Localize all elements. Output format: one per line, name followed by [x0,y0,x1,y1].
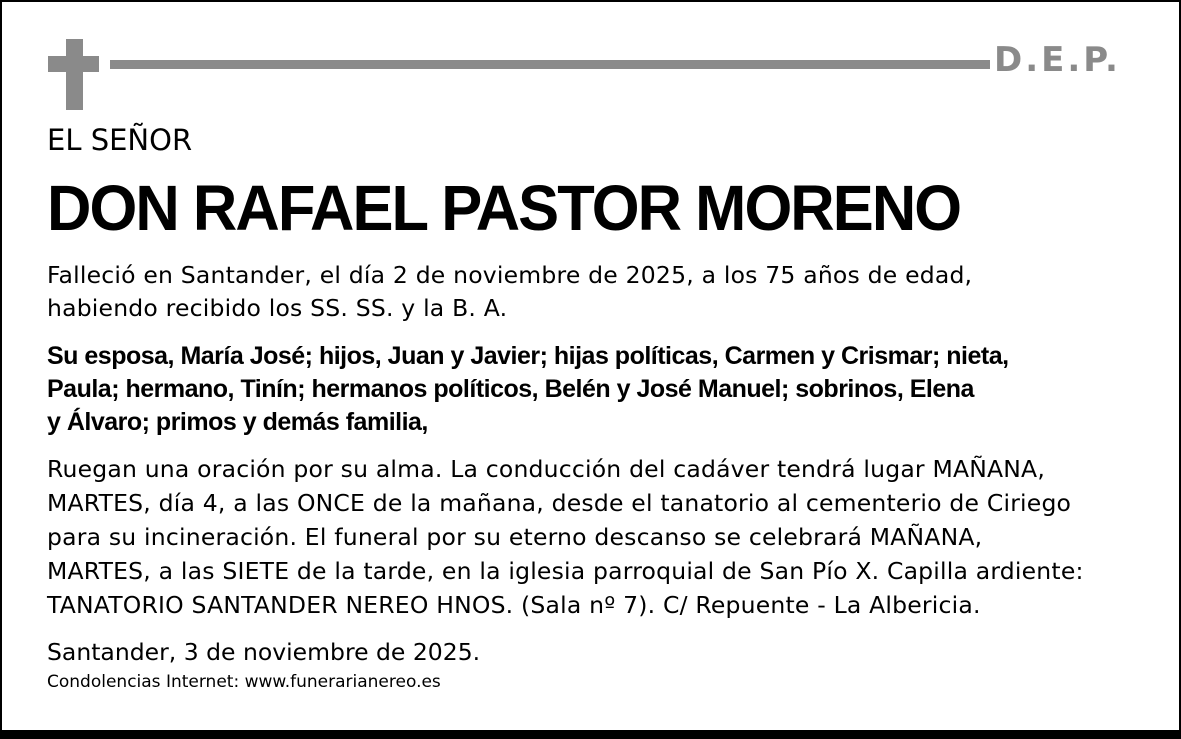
family-line: Paula; hermano, Tinín; hermanos políticos, Belén y José Manuel; sobrinos, Elena [47,375,974,403]
ceremony-line: Ruegan una oración por su alma. La conducción del cadáver tendrá lugar MAÑANA, [47,455,1045,483]
honorific-title: EL SEÑOR [47,123,193,157]
header-rule [110,60,990,69]
ceremony-paragraph [47,452,1084,622]
family-line: Su esposa, María José; hijos, Juan y Javier; hijas políticas, Carmen y Crismar; nieta, [47,342,1009,370]
death-line: habiendo recibido los SS. SS. y la B. A. [47,294,508,322]
condolences-line: Condolencias Internet: www.funerarianereo.es [47,672,441,692]
ceremony-line: para su incineración. El funeral por su eterno descanso se celebrará MAÑANA, [47,523,983,551]
date-line: Santander, 3 de noviembre de 2025. [47,638,481,666]
cross-horizontal-bar [48,56,99,72]
ceremony-line: TANATORIO SANTANDER NEREO HNOS. (Sala nº 7). C/ Repuente - La Albericia. [47,591,981,619]
deceased-name: DON RAFAEL PASTOR MORENO [47,172,961,244]
family-line: y Álvaro; primos y demás familia, [47,408,428,436]
death-line: Falleció en Santander, el día 2 de noviembre de 2025, a los 75 años de edad, [47,261,973,289]
death-paragraph [47,259,972,325]
ceremony-line: MARTES, a las SIETE de la tarde, en la iglesia parroquial de San Pío X. Capilla ardiente: [47,557,1084,585]
cross-vertical-bar [66,39,83,110]
family-paragraph [47,340,1009,439]
ceremony-line: MARTES, día 4, a las ONCE de la mañana, desde el tanatorio al cementerio de Ciriego [47,489,1072,517]
dep-label: D.E.P. [994,40,1121,80]
